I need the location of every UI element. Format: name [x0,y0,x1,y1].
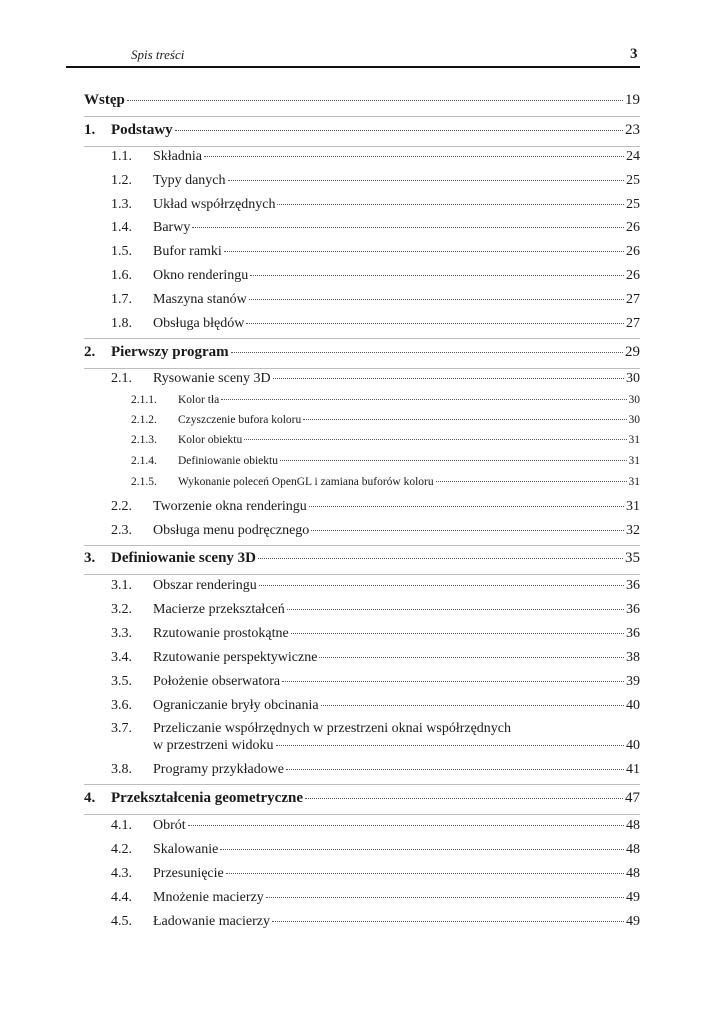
toc-chapter-number: 3. [84,550,96,566]
toc-entry-page: 47 [625,790,640,806]
toc-chapter-1[interactable] [84,122,640,139]
toc-entry-page: 23 [625,122,640,138]
toc-entry-page: 39 [626,674,640,689]
toc-section-title: Obrót [153,818,186,833]
toc-section-3-3[interactable] [111,626,640,642]
toc-section-title: Przeliczanie współrzędnych w przestrzeni oknai współrzędnych [153,721,512,736]
toc-leader-dots [321,705,624,706]
toc-section-title: Macierze przekształceń [153,602,285,617]
toc-leader-dots [204,156,624,157]
toc-section-title: Maszyna stanów [153,292,247,307]
toc-section-2-2[interactable] [111,499,640,515]
toc-leader-dots [258,558,623,559]
toc-section-number: 3.8. [111,762,132,777]
section-separator [84,116,640,117]
toc-entry-page: 31 [626,499,640,514]
toc-section-number: 1.7. [111,292,132,307]
toc-leader-dots [266,897,624,898]
toc-entry-page: 26 [626,268,640,283]
toc-section-3-1[interactable] [111,578,640,594]
toc-leader-dots [231,352,623,353]
toc-section-number: 4.5. [111,914,132,929]
toc-entry-page: 41 [626,762,640,777]
toc-section-3-5[interactable] [111,674,640,690]
toc-section-title: Ładowanie macierzy [153,914,270,929]
toc-section-number: 4.3. [111,866,132,881]
section-separator [84,338,640,339]
toc-section-number: 4.1. [111,818,132,833]
toc-section-title: Przesunięcie [153,866,224,881]
toc-section-4-1[interactable] [111,818,640,834]
toc-entry-page: 31 [628,455,640,467]
toc-subsection-2-1-5[interactable] [131,476,640,488]
toc-subsection-number: 2.1.2. [131,414,157,426]
toc-entry-page: 38 [626,650,640,665]
toc-entry-page: 40 [626,738,640,753]
toc-chapter-2[interactable] [84,344,640,361]
toc-section-1-4[interactable] [111,220,640,236]
toc-entry-page: 48 [626,818,640,833]
section-separator [84,784,640,785]
toc-chapter-3[interactable] [84,550,640,567]
toc-section-number: 1.4. [111,220,132,235]
toc-section-title: Bufor ramki [153,244,222,259]
toc-section-3-8[interactable] [111,762,640,778]
section-separator [84,814,640,815]
header-rule [66,66,640,68]
toc-entry-page: 29 [625,344,640,360]
toc-chapter-title: Definiowanie sceny 3D [111,550,256,566]
toc-section-title: Skalowanie [153,842,219,857]
toc-leader-dots [221,399,626,400]
toc-chapter-4[interactable] [84,790,640,807]
toc-section-number: 1.6. [111,268,132,283]
toc-leader-dots [220,849,624,850]
toc-leader-dots [277,204,624,205]
section-separator [84,545,640,546]
toc-leader-dots [311,530,624,531]
toc-section-title: Położenie obserwatora [153,674,281,689]
toc-section-number: 1.8. [111,316,132,331]
toc-subsection-title: Definiowanie obiektu [178,455,278,467]
toc-section-title: Okno renderingu [153,268,249,283]
toc-section-number: 4.4. [111,890,132,905]
toc-section-3-2[interactable] [111,602,640,618]
toc-section-1-7[interactable] [111,292,640,308]
toc-leader-dots [188,825,624,826]
toc-entry-page: 40 [626,698,640,713]
toc-chapter-title: Pierwszy program [111,344,229,360]
toc-leader-dots [127,100,623,101]
toc-section-title: Typy danych [153,173,226,188]
toc-section-title: Składnia [153,149,202,164]
toc-leader-dots [226,873,624,874]
toc-leader-dots [192,227,624,228]
toc-leader-dots [246,323,624,324]
toc-leader-dots [224,251,624,252]
toc-section-number: 3.5. [111,674,132,689]
toc-subsection-title: Kolor obiektu [178,434,243,446]
toc-section-title: Obsługa błędów [153,316,245,331]
toc-subsection-title: Kolor tła [178,394,220,406]
running-header-title: Spis treści [131,47,185,62]
toc-leader-dots [286,769,624,770]
toc-section-title-continued: w przestrzeni widoku [153,738,274,753]
page-number: 3 [630,46,638,62]
toc-section-number: 1.3. [111,197,132,212]
toc-leader-dots [287,609,624,610]
toc-section-number: 2.3. [111,523,132,538]
toc-entry-page: 25 [626,197,640,212]
toc-entry-page: 48 [626,842,640,857]
toc-section-3-7[interactable] [111,721,640,737]
toc-chapter-number: 2. [84,344,96,360]
toc-section-number: 3.3. [111,626,132,641]
toc-entry-page: 30 [628,394,640,406]
toc-section-number: 4.2. [111,842,132,857]
toc-entry-page: 36 [626,602,640,617]
toc-section-number: 1.2. [111,173,132,188]
toc-entry-page: 31 [628,476,640,488]
toc-entry-page: 49 [626,914,640,929]
toc-leader-dots [280,460,627,461]
toc-section-3-4[interactable] [111,650,640,666]
toc-entry-page: 19 [625,92,640,108]
toc-leader-dots [272,921,624,922]
toc-subsection-number: 2.1.1. [131,394,157,406]
section-separator [84,368,640,369]
toc-section-number: 3.4. [111,650,132,665]
toc-section-1-5[interactable] [111,244,640,260]
toc-entry-page: 26 [626,220,640,235]
toc-section-number: 1.1. [111,149,132,164]
toc-entry-page: 32 [626,523,640,538]
toc-section-1-6[interactable] [111,268,640,284]
toc-leader-dots [309,506,624,507]
toc-subsection-title: Wykonanie poleceń OpenGL i zamiana buforów koloru [178,476,434,488]
toc-section-title: Barwy [153,220,191,235]
toc-leader-dots [228,180,624,181]
toc-entry-page: 25 [626,173,640,188]
toc-section-number: 3.7. [111,721,132,736]
toc-chapter-title: Podstawy [111,122,173,138]
toc-subsection-title: Czyszczenie bufora koloru [178,414,302,426]
toc-leader-dots [305,798,623,799]
toc-leader-dots [175,130,623,131]
toc-section-title: Układ współrzędnych [153,197,276,212]
toc-entry-title: Wstęp [84,92,125,108]
toc-entry-page: 30 [628,414,640,426]
toc-subsection-number: 2.1.5. [131,476,157,488]
section-separator [84,146,640,147]
toc-chapter-title: Przekształcenia geometryczne [111,790,303,806]
toc-leader-dots [282,681,624,682]
section-separator [84,574,640,575]
toc-entry-page: 27 [626,292,640,307]
toc-section-3-6[interactable] [111,698,640,714]
toc-leader-dots [259,585,624,586]
toc-leader-dots [249,299,624,300]
toc-section-2-3[interactable] [111,523,640,539]
toc-chapter-number: 4. [84,790,96,806]
toc-section-title: Programy przykładowe [153,762,285,777]
toc-section-title: Rysowanie sceny 3D [153,371,271,386]
toc-leader-dots [244,439,626,440]
toc-subsection-2-1-4[interactable] [131,455,640,467]
toc-subsection-number: 2.1.3. [131,434,157,446]
toc-leader-dots [250,275,624,276]
toc-entry-page: 36 [626,626,640,641]
toc-section-4-4[interactable] [111,890,640,906]
toc-section-number: 2.1. [111,371,132,386]
toc-section-number: 1.5. [111,244,132,259]
toc-entry-page: 30 [626,371,640,386]
toc-leader-dots [273,378,624,379]
toc-entry-page: 48 [626,866,640,881]
toc-section-4-3[interactable] [111,866,640,882]
toc-section-title: Rzutowanie prostokątne [153,626,289,641]
toc-section-1-2[interactable] [111,173,640,189]
toc-section-4-5[interactable] [111,914,640,930]
toc-section-number: 3.2. [111,602,132,617]
toc-section-1-8[interactable] [111,316,640,332]
toc-section-number: 3.1. [111,578,132,593]
toc-section-number: 2.2. [111,499,132,514]
toc-chapter-number: 1. [84,122,96,138]
toc-entry-page: 27 [626,316,640,331]
toc-leader-dots [291,633,624,634]
toc-subsection-2-1-2[interactable] [131,414,640,426]
toc-section-title: Ograniczanie bryły obcinania [153,698,319,713]
toc-leader-dots [303,419,626,420]
toc-leader-dots [276,745,624,746]
toc-section-2-1[interactable] [111,371,640,387]
toc-section-3-7-continuation[interactable] [153,738,640,754]
toc-subsection-2-1-1[interactable] [131,394,640,406]
toc-entry-page: 35 [625,550,640,566]
toc-entry-page: 36 [626,578,640,593]
toc-subsection-number: 2.1.4. [131,455,157,467]
toc-subsection-2-1-3[interactable] [131,434,640,446]
toc-section-title: Obsługa menu podręcznego [153,523,310,538]
toc-section-title: Rzutowanie perspektywiczne [153,650,318,665]
toc-section-title: Mnożenie macierzy [153,890,264,905]
toc-section-4-2[interactable] [111,842,640,858]
toc-section-1-1[interactable] [111,149,640,165]
toc-section-title: Obszar renderingu [153,578,257,593]
toc-entry-page: 24 [626,149,640,164]
toc-leader-dots [319,657,624,658]
toc-entry-page: 49 [626,890,640,905]
toc-entry-page: 31 [628,434,640,446]
toc-entry-wstep[interactable] [84,92,640,109]
toc-section-1-3[interactable] [111,197,640,213]
toc-section-number: 3.6. [111,698,132,713]
toc-section-title: Tworzenie okna renderingu [153,499,307,514]
toc-entry-page: 26 [626,244,640,259]
toc-leader-dots [436,481,627,482]
